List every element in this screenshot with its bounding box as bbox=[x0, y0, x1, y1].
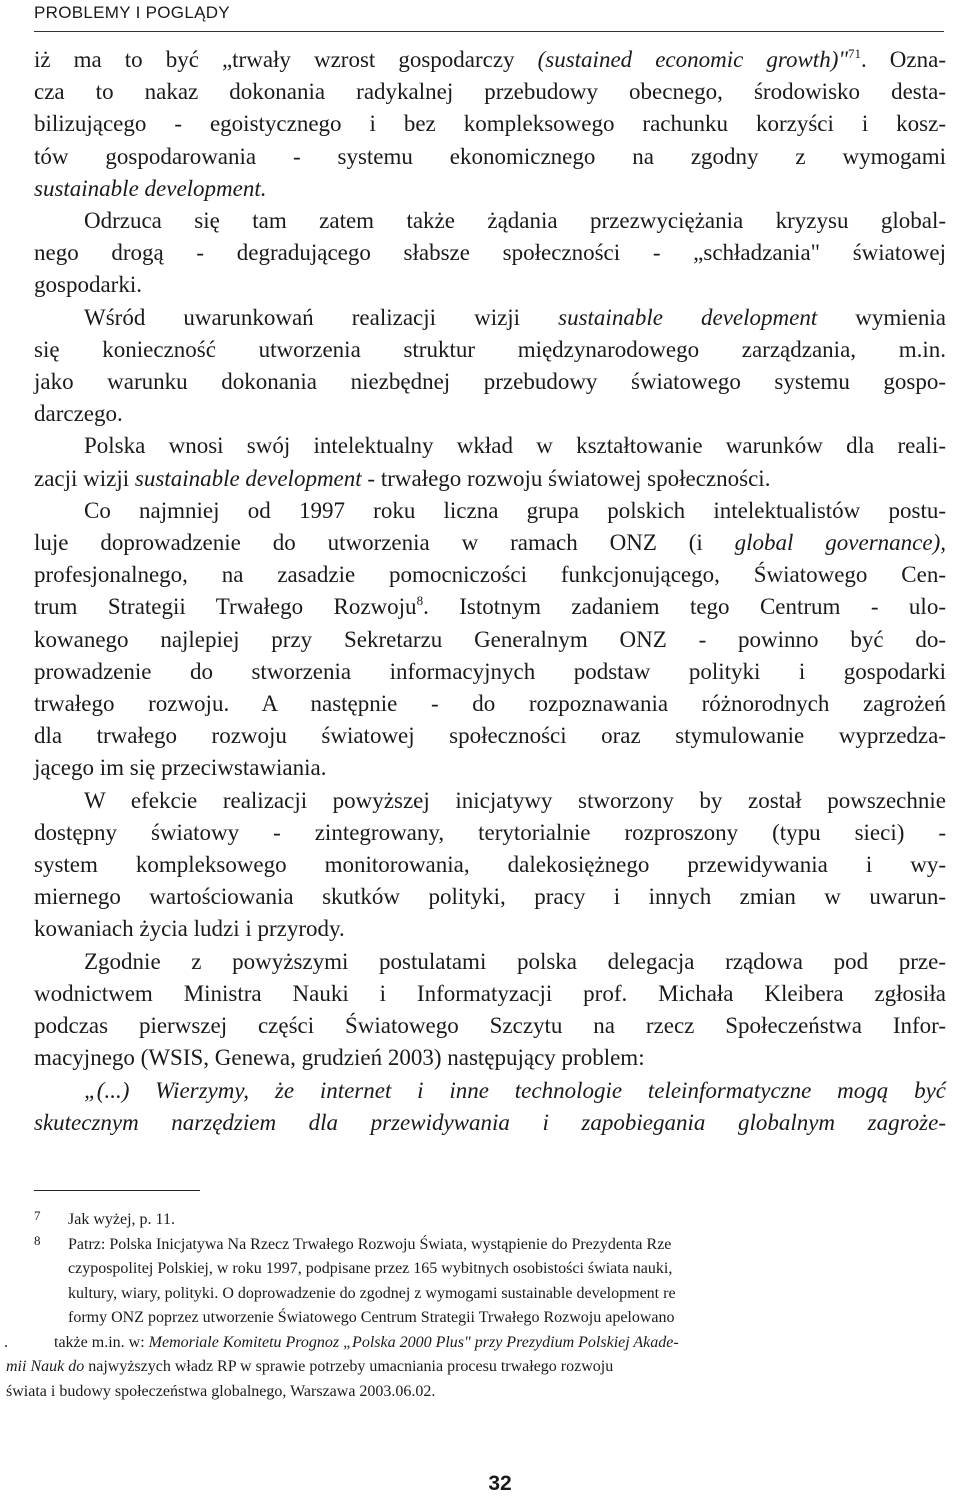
text-line: W efekcie realizacji powyższej inicjatywy stworzony by został powszechnie bbox=[84, 787, 946, 813]
text-line: profesjonalnego, na zasadzie pomocniczości funkcjonującego, Światowego Cen- bbox=[34, 562, 946, 588]
text-line: cza to nakaz dokonania radykalnej przebudowy obecnego, środowisko desta- bbox=[34, 79, 946, 105]
text-line: bilizującego - egoistycznego i bez kompleksowego rachunku korzyści i kosz- bbox=[34, 111, 946, 137]
text-line: dla trwałego rozwoju światowej społeczności oraz stymulowanie wyprzedza- bbox=[34, 723, 946, 749]
text-line: Co najmniej od 1997 roku liczna grupa polskich intelektualistów postu- bbox=[84, 497, 946, 523]
text-span: . Ozna- bbox=[861, 47, 946, 72]
text-line: dostępny światowy - zintegrowany, terytorialnie rozproszony (typu sieci) - bbox=[34, 819, 946, 845]
footnote-ref: 8 bbox=[416, 593, 424, 609]
text-line: kowaniach życia ludzi i przyrody. bbox=[34, 916, 345, 942]
text-span: Wśród uwarunkowań realizacji wizji bbox=[84, 304, 559, 330]
text-line: podczas pierwszej części Światowego Szczytu na rzecz Społeczeństwa Infor- bbox=[34, 1013, 946, 1039]
footnote-text: formy ONZ poprzez utworzenie Światowego Centrum Strategii Trwałego Rozwoju apelowano bbox=[68, 1309, 675, 1326]
text-line: tów gospodarowania - systemu ekonomicznego na zgodny z wymogami bbox=[34, 143, 946, 169]
footnote-line bbox=[0, 1355, 952, 1380]
text-span: luje doprowadzenie do utworzenia w ramach ONZ (i bbox=[34, 530, 735, 556]
text-span: zacji wizji bbox=[34, 465, 135, 491]
stray-dot: . bbox=[4, 1333, 8, 1351]
text-span: sustainable development bbox=[134, 465, 362, 491]
footnotes bbox=[0, 1208, 952, 1404]
text-line: sustainable development. bbox=[34, 175, 267, 201]
text-line: miernego wartościowania skutków polityki, pracy i innych zmian w uwarun- bbox=[34, 884, 946, 910]
running-header: PROBLEMY I POGLĄDY bbox=[34, 2, 944, 32]
footnote-text: Jak wyżej, p. 11. bbox=[68, 1211, 175, 1228]
text-span: (sustained economic growth)" bbox=[537, 47, 849, 72]
text-line: jako warunku dokonania niezbędnej przebudowy światowego systemu gospo- bbox=[34, 369, 946, 395]
footnote-separator bbox=[34, 1190, 200, 1191]
text-span: global governance), bbox=[734, 530, 946, 556]
main-text bbox=[34, 44, 946, 1139]
text-line: trwałego rozwoju. A następnie - do rozpoznawania różnorodnych zagrożeń bbox=[34, 691, 946, 717]
text-span: trum Strategii Trwałego Rozwoju bbox=[34, 594, 417, 620]
text-line: darczego. bbox=[34, 401, 123, 427]
text-line: się konieczność utworzenia struktur międzynarodowego zarządzania, m.in. bbox=[34, 336, 946, 362]
text-line: macyjnego (WSIS, Genewa, grudzień 2003) następujący problem: bbox=[34, 1045, 645, 1071]
paragraph bbox=[34, 205, 946, 302]
text-line: nego drogą - degradującego słabsze społeczności - „schładzania" światowej bbox=[34, 240, 946, 266]
page-number: 32 bbox=[488, 1472, 512, 1495]
footnote-line bbox=[0, 1331, 952, 1356]
footnote-8 bbox=[0, 1233, 952, 1405]
text-span: . Istotnym zadaniem tego Centrum - ulo- bbox=[423, 594, 946, 620]
text-span: - trwałego rozwoju światowej społeczności. bbox=[361, 465, 771, 491]
footnote-text: Patrz: Polska Inicjatywa Na Rzecz Trwałego Rozwoju Świata, wystąpienie do Prezydenta Rze bbox=[68, 1235, 672, 1253]
text-span: Memoriale Komitetu Prognoz „Polska 2000 Plus" przy Prezydium Polskiej Akade- bbox=[148, 1333, 679, 1351]
paragraph bbox=[34, 495, 946, 785]
paragraph bbox=[34, 946, 946, 1075]
quote-paragraph bbox=[34, 1075, 946, 1139]
text-line: prowadzenie do stworzenia informacyjnych podstaw polityki i gospodarki bbox=[34, 658, 946, 684]
paragraph bbox=[34, 302, 946, 431]
footnote-text: czypospolitej Polskiej, w roku 1997, podpisane przez 165 wybitnych osobistości świata nauki, bbox=[68, 1260, 673, 1277]
text-line: „(...) Wierzymy, że internet i inne technologie teleinformatyczne mogą być bbox=[84, 1077, 946, 1103]
text-line: Polska wnosi swój intelektualny wkład w kształtowanie warunków dla reali- bbox=[84, 433, 946, 459]
text-span: mii Nauk do bbox=[6, 1358, 85, 1375]
paragraph bbox=[34, 785, 946, 946]
text-span: iż ma to być „trwały wzrost gospodarczy bbox=[34, 47, 538, 72]
text-line: system kompleksowego monitorowania, dalekosiężnego przewidywania i wy- bbox=[34, 852, 946, 878]
paragraph bbox=[34, 44, 946, 205]
text-line: jącego im się przeciwstawiania. bbox=[34, 755, 327, 781]
footnote-7 bbox=[0, 1208, 952, 1233]
text-span: wymienia bbox=[817, 304, 946, 330]
footnote-ref: 71 bbox=[848, 46, 862, 61]
text-span: sustainable development bbox=[558, 304, 818, 330]
text-line: gospodarki. bbox=[34, 272, 142, 298]
text-line: wodnictwem Ministra Nauki i Informatyzacji prof. Michała Kleibera zgłosiła bbox=[34, 980, 946, 1006]
text-span: także m.in. w: bbox=[54, 1333, 149, 1351]
footnote-number: 8 bbox=[34, 1232, 41, 1248]
text-line: Zgodnie z powyższymi postulatami polska delegacja rządowa pod prze- bbox=[84, 948, 946, 974]
footnote-text: kultury, wiary, polityki. O doprowadzenie do zgodnej z wymogami sustainable development re bbox=[68, 1284, 676, 1302]
paragraph bbox=[34, 430, 946, 494]
text-span: najwyższych władz RP w sprawie potrzeby umacniania procesu trwałego rozwoju bbox=[84, 1358, 614, 1375]
text-line: Odrzuca się tam zatem także żądania przezwyciężania kryzysu global- bbox=[84, 208, 946, 234]
footnote-text: świata i budowy społeczeństwa globalnego, Warszawa 2003.06.02. bbox=[6, 1382, 436, 1400]
text-line: kowanego najlepiej przy Sekretarzu Generalnym ONZ - powinno być do- bbox=[34, 626, 946, 652]
text-line: skutecznym narzędziem dla przewidywania i zapobiegania globalnym zagroże- bbox=[34, 1109, 946, 1135]
footnote-number: 7 bbox=[34, 1208, 41, 1223]
